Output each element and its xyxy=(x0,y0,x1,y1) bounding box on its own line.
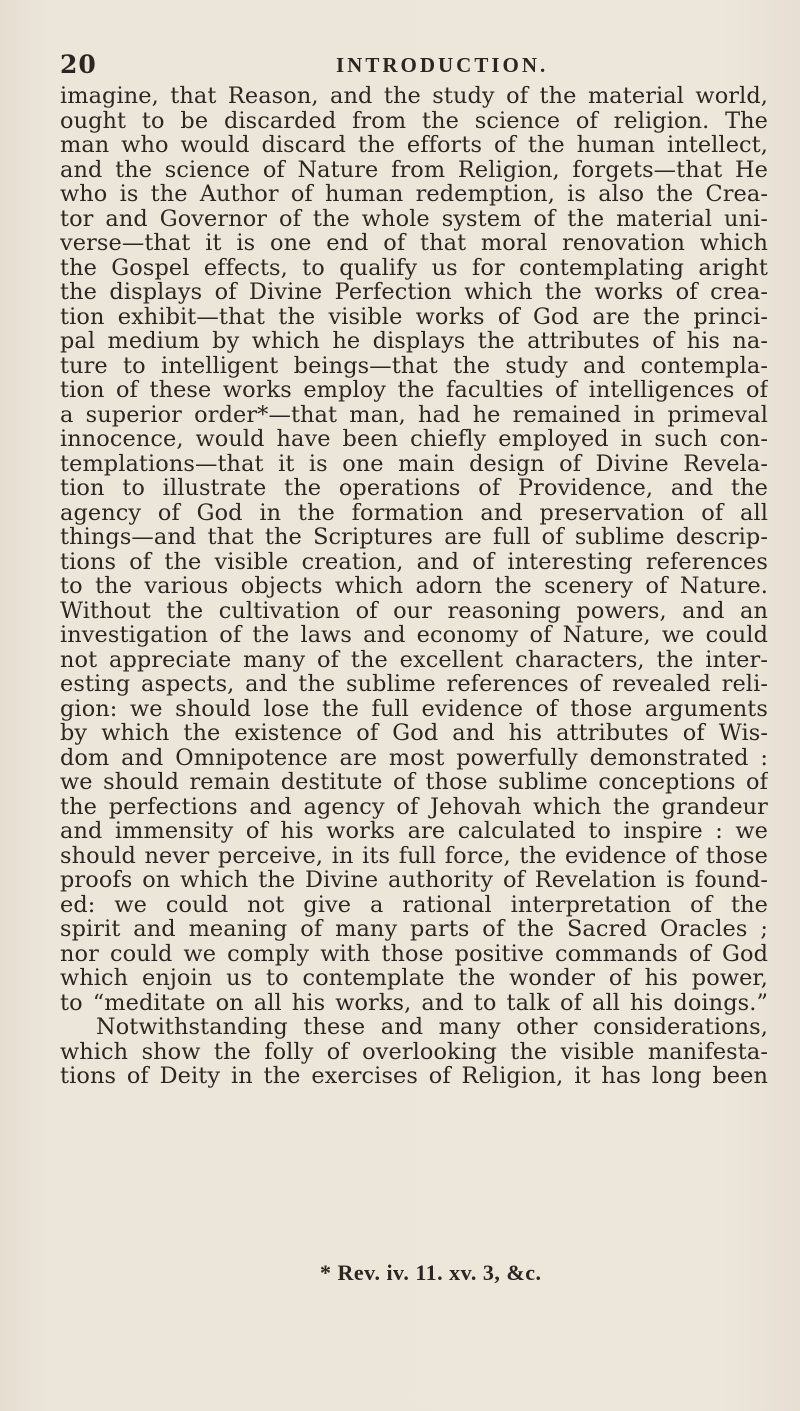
text-line: and the science of Nature from Religion, forgets—that He xyxy=(60,157,768,182)
text-line: not appreciate many of the excellent characters, the inter- xyxy=(60,647,768,672)
text-line: esting aspects, and the sublime references of revealed reli- xyxy=(60,672,768,697)
text-line: which enjoin us to contemplate the wonder of his power, xyxy=(60,966,768,991)
body-text xyxy=(60,84,768,1089)
text-line: dom and Omnipotence are most powerfully demonstrated : xyxy=(60,745,768,770)
text-line: who is the Author of human redemption, is also the Crea- xyxy=(60,182,768,207)
paragraph-start-line: Notwithstanding these and many other considerations, xyxy=(96,1015,768,1040)
text-line: ed: we could not give a rational interpretation of the xyxy=(60,892,768,917)
text-line: a superior order*—that man, had he remained in primeval xyxy=(60,402,768,427)
text-line: things—and that the Scriptures are full of sublime descrip- xyxy=(60,525,768,550)
text-line: tion exhibit—that the visible works of God are the princi- xyxy=(60,304,768,329)
text-line: innocence, would have been chiefly employed in such con- xyxy=(60,427,768,452)
text-line: Without the cultivation of our reasoning powers, and an xyxy=(60,598,768,623)
text-line: tion to illustrate the operations of Providence, and the xyxy=(60,476,768,501)
text-line: and immensity of his works are calculated to inspire : we xyxy=(60,819,768,844)
running-head: INTRODUCTION. xyxy=(336,53,549,77)
text-line: nor could we comply with those positive commands of God xyxy=(60,941,768,966)
text-line: verse—that it is one end of that moral renovation which xyxy=(60,231,768,256)
text-line: the Gospel effects, to qualify us for contemplating aright xyxy=(60,255,768,280)
text-line: investigation of the laws and economy of Nature, we could xyxy=(60,623,768,648)
text-line: templations—that it is one main design of Divine Revela- xyxy=(60,451,768,476)
paragraph-end-line: to “meditate on all his works, and to talk of all his doings.” xyxy=(60,990,768,1015)
text-line: man who would discard the efforts of the human intellect, xyxy=(60,133,768,158)
text-line: imagine, that Reason, and the study of the material world, xyxy=(60,84,768,109)
text-line: should never perceive, in its full force, the evidence of those xyxy=(60,843,768,868)
footnote: * Rev. iv. 11. xv. 3, &c. xyxy=(320,1260,542,1285)
text-line: gion: we should lose the full evidence of those arguments xyxy=(60,696,768,721)
text-line: tions of Deity in the exercises of Religion, it has long been xyxy=(60,1064,768,1089)
text-line: agency of God in the formation and preservation of all xyxy=(60,500,768,525)
page-number: 20 xyxy=(60,50,97,79)
text-line: spirit and meaning of many parts of the Sacred Oracles ; xyxy=(60,917,768,942)
page-header xyxy=(60,50,760,84)
text-line: tions of the visible creation, and of interesting references xyxy=(60,549,768,574)
text-line: tor and Governor of the whole system of the material uni- xyxy=(60,206,768,231)
text-line: tion of these works employ the faculties of intelligences of xyxy=(60,378,768,403)
text-line: which show the folly of overlooking the visible manifesta- xyxy=(60,1039,768,1064)
text-line: ture to intelligent beings—that the study and contempla- xyxy=(60,353,768,378)
text-line: by which the existence of God and his attributes of Wis- xyxy=(60,721,768,746)
text-line: proofs on which the Divine authority of Revelation is found- xyxy=(60,868,768,893)
text-line: pal medium by which he displays the attributes of his na- xyxy=(60,329,768,354)
text-line: the displays of Divine Perfection which the works of crea- xyxy=(60,280,768,305)
text-line: we should remain destitute of those sublime conceptions of xyxy=(60,770,768,795)
text-line: to the various objects which adorn the scenery of Nature. xyxy=(60,574,768,599)
text-line: ought to be discarded from the science of religion. The xyxy=(60,108,768,133)
text-line: the perfections and agency of Jehovah which the grandeur xyxy=(60,794,768,819)
